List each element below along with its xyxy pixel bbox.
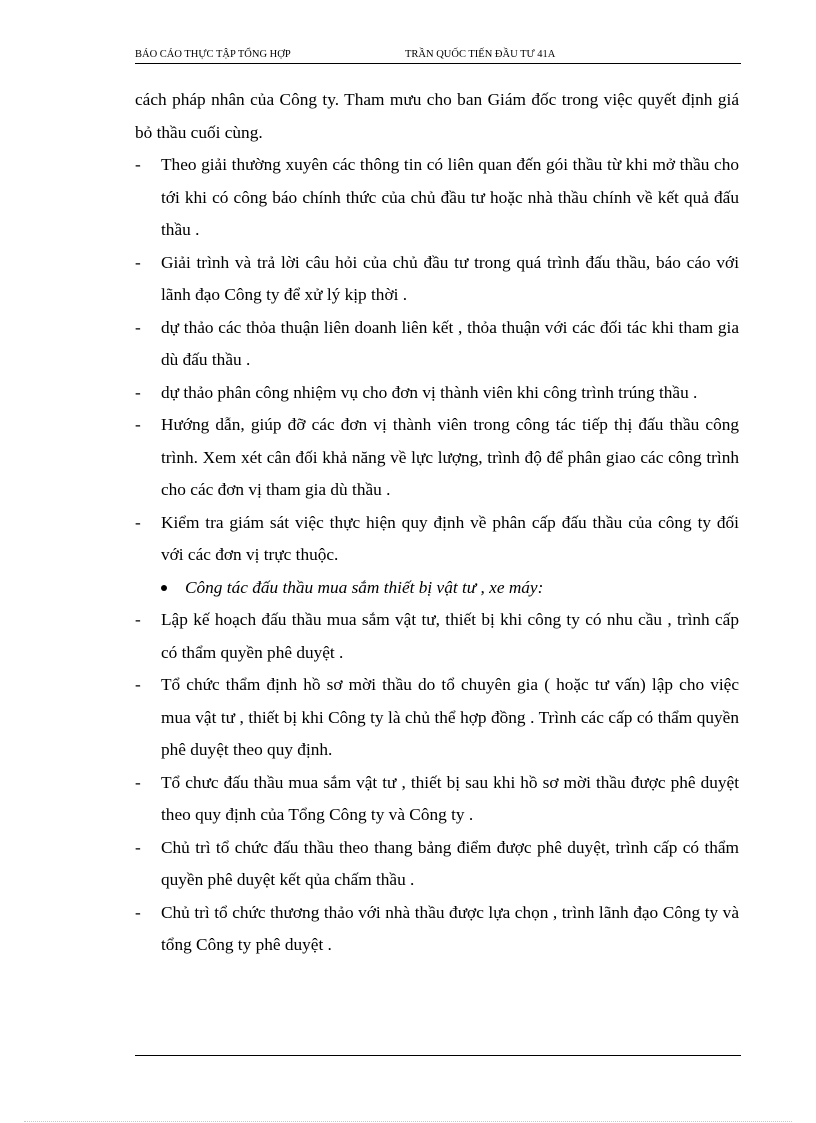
page-break-line bbox=[24, 1121, 792, 1122]
intro-paragraph: cách pháp nhân của Công ty. Tham mưu cho ban Giám đốc trong việc quyết định giá bỏ thầu cuối cùng. bbox=[135, 90, 739, 142]
list-item-text: Chủ trì tổ chức thương thảo với nhà thầu được lựa chọn , trình lãnh đạo Công ty và tổng Công ty phê duyệt . bbox=[161, 902, 739, 954]
dash-marker: - bbox=[135, 155, 141, 174]
bullet-dot-icon bbox=[161, 585, 167, 591]
list-item-text: Tổ chưc đấu thầu mua sắm vật tư , thiết bị sau khi hồ sơ mời thầu được phê duyệt theo quy định của Tổng Công ty và Công ty . bbox=[161, 772, 739, 824]
dash-marker: - bbox=[135, 675, 141, 694]
dash-marker: - bbox=[135, 415, 141, 434]
list-item-text: dự thảo các thỏa thuận liên doanh liên kết , thỏa thuận với các đối tác khi tham gia dù đấu thầu . bbox=[161, 317, 739, 369]
list-item-text: dự thảo phân công nhiệm vụ cho đơn vị thành viên khi công trình trúng thầu . bbox=[161, 382, 698, 402]
subheading-bullet bbox=[135, 572, 739, 605]
dash-marker: - bbox=[135, 252, 141, 272]
dash-marker: - bbox=[135, 317, 141, 337]
list-item-text: Kiểm tra giám sát việc thực hiện quy định về phân cấp đấu thầu của công ty đối với các đơn vị trực thuộc. bbox=[161, 512, 739, 564]
footer-rule bbox=[135, 1055, 741, 1056]
list-item bbox=[135, 247, 739, 312]
list-item-text: Chủ trì tổ chức đấu thầu theo thang bảng điểm được phê duyệt, trình cấp có thẩm quyền phê duyệt kết qủa chấm thầu . bbox=[161, 837, 739, 889]
list-item bbox=[135, 377, 739, 410]
list-item-text: Tổ chức thẩm định hồ sơ mời thầu do tổ chuyên gia ( hoặc tư vấn) lập cho việc mua vật tư , thiết bị khi Công ty là chủ thể hợp đồng . Trình các cấp có thẩm quyền phê duyệt theo quy định. bbox=[161, 675, 739, 759]
list-item bbox=[135, 409, 739, 507]
header-report-title: BÁO CÁO THỰC TẬP TỔNG HỢP bbox=[135, 49, 291, 60]
dash-marker: - bbox=[135, 902, 141, 922]
dash-marker: - bbox=[135, 382, 141, 402]
dash-marker: - bbox=[135, 772, 141, 792]
list-item-text: Theo giải thường xuyên các thông tin có liên quan đến gói thầu từ khi mở thầu cho tới khi có công báo chính thức của chủ đầu tư hoặc nhà thầu chính về kết quả đấu thầu . bbox=[161, 155, 739, 239]
list-item-text: Hướng dẫn, giúp đỡ các đơn vị thành viên trong công tác tiếp thị đấu thầu công trình. Xem xét cân đối khả năng về lực lượng, trình độ để phân giao các công trình cho các đơn vị tham gia dù thầu . bbox=[161, 415, 739, 499]
dash-marker: - bbox=[135, 512, 141, 532]
list-item bbox=[135, 149, 739, 247]
header-author: TRẦN QUỐC TIẾN ĐẦU TƯ 41A bbox=[405, 49, 556, 60]
page-header bbox=[135, 47, 741, 64]
list-item bbox=[135, 832, 739, 897]
list-item bbox=[135, 897, 739, 962]
list-item bbox=[135, 767, 739, 832]
list-item bbox=[135, 604, 739, 669]
list-item bbox=[135, 312, 739, 377]
document-body bbox=[135, 84, 739, 962]
list-item-text: Giải trình và trả lời câu hỏi của chủ đầu tư trong quá trình đấu thầu, báo cáo với lãnh đạo Công ty để xử lý kịp thời . bbox=[161, 252, 739, 304]
list-item bbox=[135, 669, 739, 767]
dash-marker: - bbox=[135, 837, 141, 857]
list-item bbox=[135, 507, 739, 572]
dash-marker: - bbox=[135, 610, 141, 629]
subheading-text: Công tác đấu thầu mua sắm thiết bị vật tư , xe máy: bbox=[185, 577, 544, 597]
list-item-text: Lập kế hoạch đấu thầu mua sắm vật tư, thiết bị khi công ty có nhu cầu , trình cấp có thẩm quyền phê duyệt . bbox=[161, 610, 739, 662]
